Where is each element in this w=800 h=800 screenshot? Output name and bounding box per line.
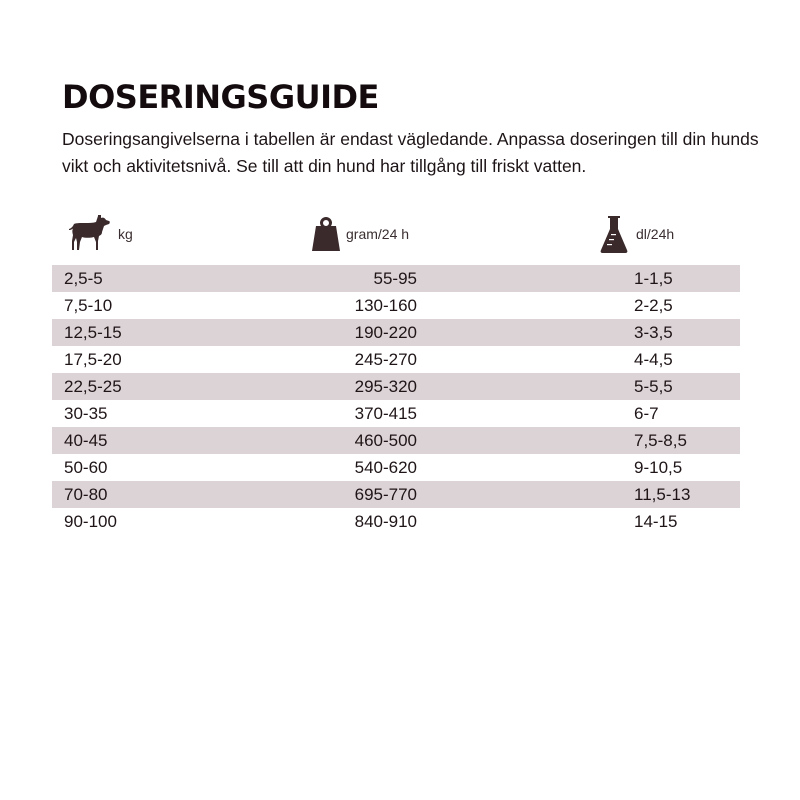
header-dl-label: dl/24h <box>636 226 675 242</box>
cell-kg: 17,5-20 <box>64 350 122 369</box>
cell-dl: 4-4,5 <box>634 350 673 369</box>
table-header <box>52 210 740 258</box>
table-row <box>52 508 740 535</box>
table-row <box>52 373 740 400</box>
cell-dl: 6-7 <box>634 404 659 423</box>
cell-kg: 50-60 <box>64 458 108 477</box>
flask-icon <box>600 214 628 254</box>
cell-dl: 3-3,5 <box>634 323 673 342</box>
table-row <box>52 427 740 454</box>
dog-icon <box>68 215 112 253</box>
table-row <box>52 292 740 319</box>
cell-gram: 840-910 <box>354 512 417 531</box>
table-row <box>52 481 740 508</box>
cell-gram: 695-770 <box>354 485 417 504</box>
cell-gram: 245-270 <box>354 350 417 369</box>
weight-icon <box>310 215 342 253</box>
cell-gram: 55-95 <box>373 269 417 288</box>
cell-dl: 1-1,5 <box>634 269 673 288</box>
cell-kg: 2,5-5 <box>64 269 103 288</box>
table-row <box>52 346 740 373</box>
table-row <box>52 400 740 427</box>
cell-dl: 2-2,5 <box>634 296 673 315</box>
cell-dl: 14-15 <box>634 512 678 531</box>
cell-gram: 540-620 <box>354 458 417 477</box>
header-kg-label: kg <box>118 226 133 242</box>
cell-gram: 460-500 <box>354 431 417 450</box>
page-title: DOSERINGSGUIDE <box>62 78 379 116</box>
cell-dl: 11,5-13 <box>634 485 691 504</box>
cell-dl: 7,5-8,5 <box>634 431 687 450</box>
cell-kg: 12,5-15 <box>64 323 122 342</box>
table-row <box>52 454 740 481</box>
cell-kg: 30-35 <box>64 404 108 423</box>
header-gram-label: gram/24 h <box>346 226 410 242</box>
table-row <box>52 265 740 292</box>
cell-gram: 130-160 <box>354 296 417 315</box>
cell-kg: 70-80 <box>64 485 108 504</box>
intro-text: Doseringsangivelserna i tabellen är endast vägledande. Anpassa doseringen till din hunds vikt och aktivitetsnivå. Se till att din hund har tillgång till friskt vatten. <box>62 129 759 176</box>
cell-gram: 370-415 <box>354 404 417 423</box>
cell-kg: 7,5-10 <box>64 296 113 315</box>
dosage-table <box>52 265 740 535</box>
header-weight <box>68 210 133 258</box>
cell-kg: 40-45 <box>64 431 108 450</box>
header-volume <box>600 210 674 258</box>
cell-kg: 90-100 <box>64 512 117 531</box>
cell-dl: 9-10,5 <box>634 458 683 477</box>
table-row <box>52 319 740 346</box>
header-amount <box>310 210 409 258</box>
cell-gram: 295-320 <box>354 377 417 396</box>
cell-dl: 5-5,5 <box>634 377 673 396</box>
cell-kg: 22,5-25 <box>64 377 122 396</box>
cell-gram: 190-220 <box>354 323 417 342</box>
